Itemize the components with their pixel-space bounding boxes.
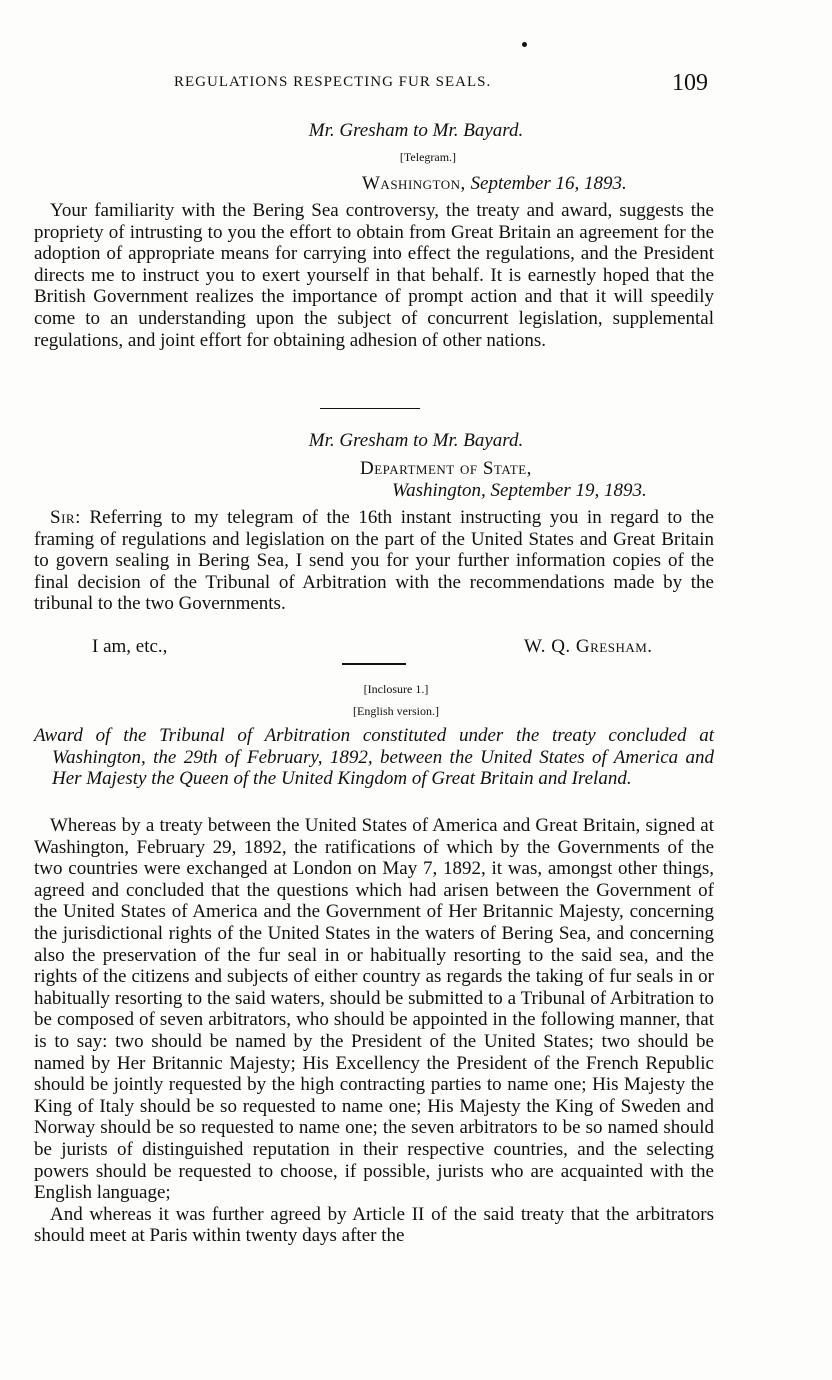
section-divider-2 (342, 663, 406, 665)
award-title-block (34, 725, 714, 790)
award-paragraph-2: And whereas it was further agreed by Article II of the said treaty that the arbitrators should meet at Paris within twenty days after the (34, 1203, 714, 1247)
inclosure-label: [Inclosure 1.] (363, 682, 429, 696)
telegram-place: Washington, (362, 173, 466, 194)
letter-salutation: Sir: (50, 507, 81, 528)
letter-body: Referring to my telegram of the 16th instant instructing you in regard to the framing of regulations and legislation on the part of the United States and Great Britain to govern sealing in Bering Sea, I send you for your further information copies of the final decision of the Tribunal of Arbitration with the recommendations made by the tribunal to the two Governments. (34, 507, 714, 615)
award-body-block (34, 815, 714, 1247)
telegram-heading: Mr. Gresham to Mr. Bayard. (308, 120, 524, 141)
award-paragraph-1: Whereas by a treaty between the United States of America and Great Britain, signed at Washington, February 29, 1892, the ratifications of which by the Governments of the two countries were exchanged at London on May 7, 1892, it was, amongst other things, agreed and concluded that the questions which had arisen between the Government of the United States of America and the Government of Her Britannic Majesty, concerning the jurisdictional rights of the United States in the waters of Bering Sea, and concerning also the preservation of the fur seal in or habitually resorting to the said sea, and the rights of the citizens and subjects of either country as regards the taking of fur seals in or habitually resorting to the said waters, should be submitted to a Tribunal of Arbitration to be composed of seven arbitrators, who should be appointed in the following manner, that is to say: two should be named by the President of the United States; two should be named by Her Britannic Majesty; His Excellency the President of the French Republic should be jointly requested by the high contracting parties to name one; His Majesty the King of Italy should be so requested to name one; His Majesty the King of Sweden and Norway should be so requested to name one; the seven arbitrators to be so named should be jurists of distinguished reputation in their respective countries, and the selecting powers should be requested to choose, if possible, jurists who are acquainted with the English language; (34, 815, 714, 1204)
letter-closing: I am, etc., (92, 636, 168, 657)
letter-body-paragraph (34, 507, 714, 615)
letter-heading: Mr. Gresham to Mr. Bayard. (308, 430, 524, 451)
telegram-body-block (34, 200, 714, 351)
telegram-date: September 16, 1893. (470, 173, 627, 194)
award-title: Award of the Tribunal of Arbitration constituted under the treaty concluded at Washington, the 29th of February, 1892, between the United States of America and Her Majesty the Queen of the United Kingdom of Great Britain and Ireland. (34, 725, 714, 790)
letter-body-block (34, 507, 714, 615)
inclosure-version: [English version.] (353, 704, 439, 718)
telegram-dateline (362, 173, 627, 195)
section-divider (320, 408, 420, 409)
page-number: 109 (672, 70, 708, 96)
running-head: REGULATIONS RESPECTING FUR SEALS. (174, 74, 492, 90)
letter-dateline: Washington, September 19, 1893. (392, 480, 647, 501)
telegram-body: Your familiarity with the Bering Sea controversy, the treaty and award, suggests the propriety of intrusting to you the effort to obtain from Great Britain an agreement for the adoption of appropriate means for carrying into effect the regulations, and the President directs me to instruct you to exert yourself in that behalf. It is earnestly hoped that the British Government realizes the importance of prompt action and that it will speedily come to an understanding upon the subject of concurrent legislation, supplemental regulations, and joint effort for obtaining adhesion of other nations. (34, 200, 714, 351)
ink-dot (522, 42, 527, 47)
letter-department: Department of State, (360, 458, 532, 479)
telegram-type-note: [Telegram.] (399, 150, 457, 164)
letter-signature: W. Q. Gresham. (524, 636, 653, 657)
